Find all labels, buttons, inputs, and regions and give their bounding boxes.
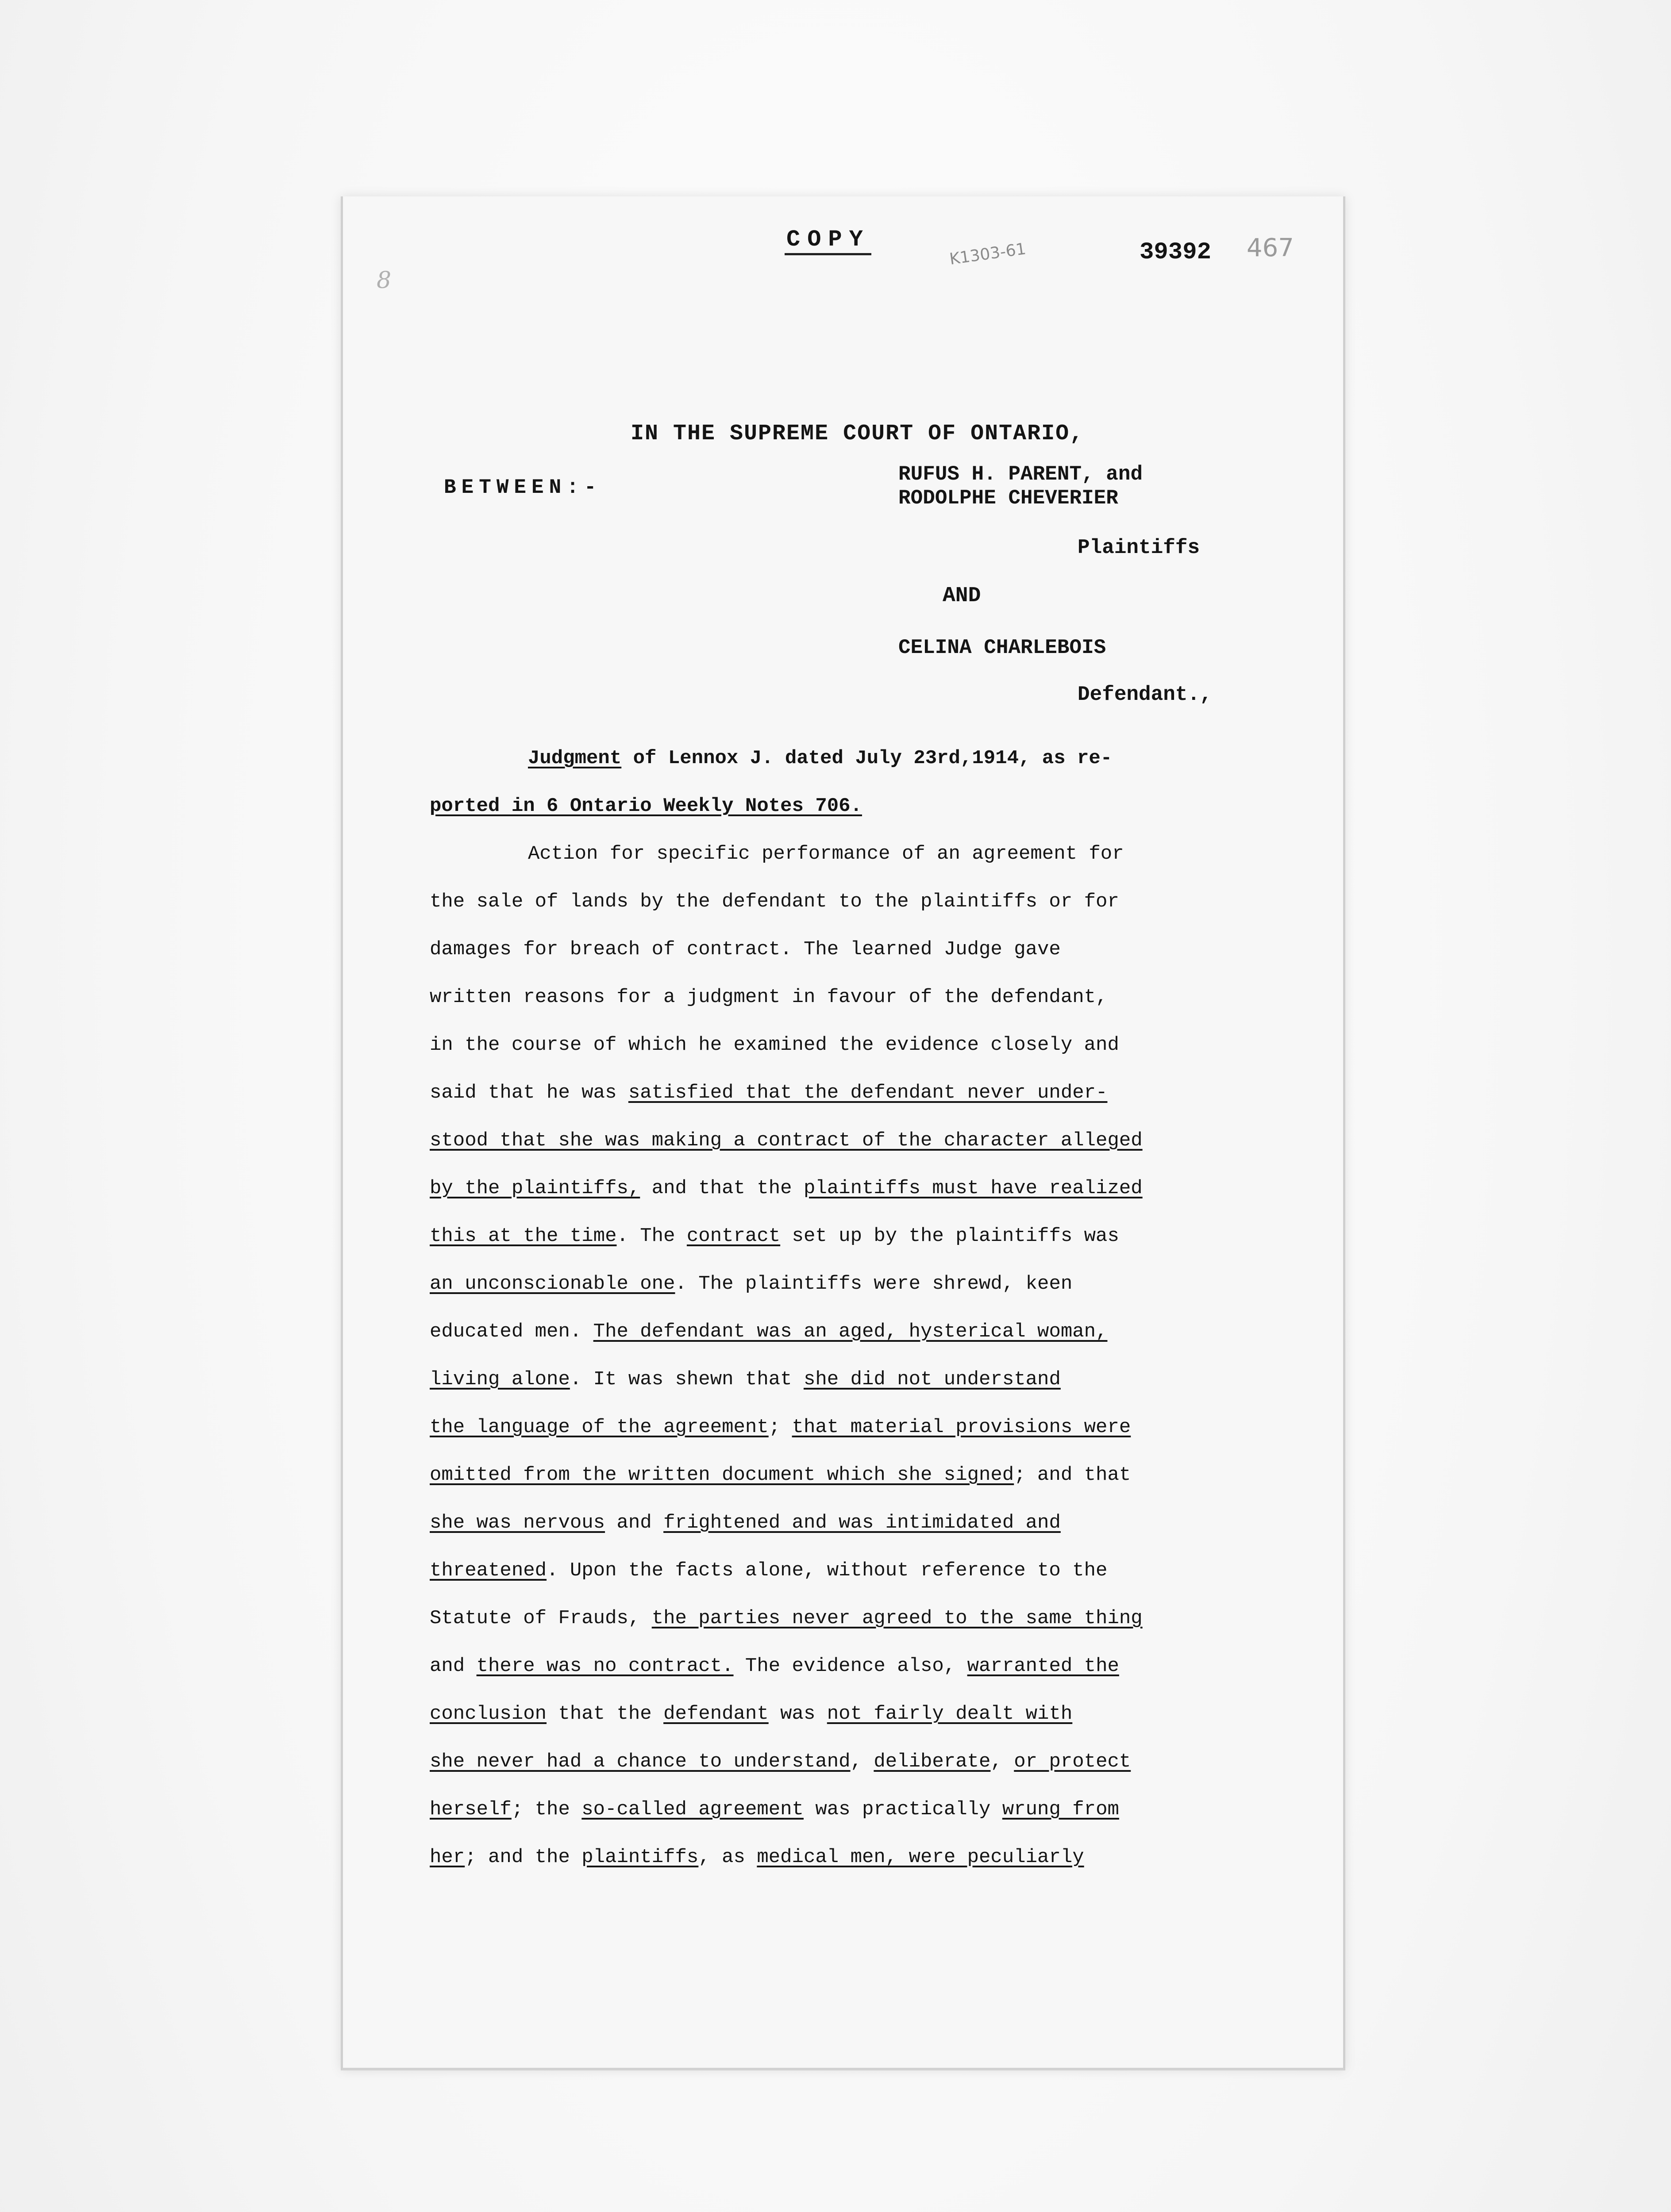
body-line — [430, 734, 1297, 782]
document-number: 39392 — [1140, 239, 1212, 266]
underlined-text: that material provisions were — [792, 1416, 1131, 1438]
underlined-text: deliberate — [874, 1751, 991, 1773]
body-line — [430, 1690, 1297, 1738]
underlined-text: herself — [430, 1798, 512, 1820]
underlined-text: stood that she was making a contract of the character alleged — [430, 1129, 1143, 1152]
underlined-text: threatened — [430, 1559, 547, 1582]
body-line — [430, 1117, 1297, 1164]
body-text: that the — [547, 1703, 664, 1725]
body-text: set up by the plaintiffs was — [780, 1225, 1119, 1247]
body-text: and — [605, 1512, 664, 1534]
body-line: in the course of which he examined the evidence closely and — [430, 1034, 1119, 1056]
body-text: . Upon the facts alone, without reference to the — [547, 1559, 1108, 1582]
body-text: . It was shewn that — [570, 1368, 804, 1390]
underlined-text: living alone — [430, 1368, 570, 1390]
defendant-name: CELINA CHARLEBOIS — [898, 636, 1106, 659]
body-text: and — [430, 1655, 477, 1677]
and-separator: AND — [943, 584, 981, 608]
body-text: . The — [616, 1225, 687, 1247]
underlined-text: she did not understand — [803, 1368, 1061, 1390]
underlined-text: satisfied that the defendant never under- — [628, 1082, 1108, 1104]
body-text: , as — [698, 1846, 757, 1868]
underlined-text: the language of the agreement — [430, 1416, 769, 1438]
body-line — [430, 1547, 1297, 1594]
body-line — [430, 1833, 1297, 1881]
underlined-text: her — [430, 1846, 465, 1868]
body-text: ; the — [511, 1798, 582, 1820]
underlined-text: plaintiffs — [581, 1846, 699, 1868]
defendant-label: Defendant., — [1078, 683, 1212, 706]
underlined-text: The defendant was an aged, hysterical woman, — [593, 1321, 1108, 1343]
body-line — [430, 1786, 1297, 1833]
underlined-text: by the plaintiffs, — [430, 1177, 640, 1199]
copy-heading: COPY — [786, 227, 870, 253]
underlined-text: Judgment — [528, 747, 622, 769]
underlined-text: defendant — [663, 1703, 769, 1725]
underlined-text: ported in 6 Ontario Weekly Notes 706. — [430, 795, 862, 817]
body-text: Statute of Frauds, — [430, 1607, 652, 1629]
body-text: ; and that — [1014, 1464, 1131, 1486]
underlined-text: wrung from — [1002, 1798, 1119, 1820]
body-text: was practically — [803, 1798, 1002, 1820]
copy-underline — [785, 253, 871, 255]
body-line — [430, 1451, 1297, 1499]
underlined-text: she was nervous — [430, 1512, 605, 1534]
handwritten-reference: K1303-61 — [948, 240, 1028, 269]
body-text: ; — [768, 1416, 792, 1438]
body-line: written reasons for a judgment in favour of the defendant, — [430, 986, 1108, 1008]
body-line — [430, 1356, 1297, 1403]
underlined-text: conclusion — [430, 1703, 547, 1725]
body-line — [430, 1499, 1297, 1547]
body-line: Action for specific performance of an agreement for — [528, 843, 1124, 865]
underlined-text: an unconscionable one — [430, 1273, 675, 1295]
underlined-text: the parties never agreed to the same thing — [651, 1607, 1143, 1629]
body-line — [430, 782, 1297, 830]
typed-document-sheet — [341, 196, 1345, 2070]
underlined-text: not fairly dealt with — [827, 1703, 1073, 1725]
body-line: the sale of lands by the defendant to the plaintiffs or for — [430, 891, 1119, 913]
underlined-text: there was no contract. — [476, 1655, 734, 1677]
body-line — [430, 1069, 1297, 1117]
underlined-text: so-called agreement — [581, 1798, 804, 1820]
body-text: , — [990, 1751, 1014, 1773]
plaintiff-line-2: RODOLPHE CHEVERIER — [898, 487, 1118, 510]
underlined-text: frightened and was intimidated and — [663, 1512, 1061, 1534]
body-line — [430, 1308, 1297, 1356]
body-text: said that he was — [430, 1082, 628, 1104]
body-text: and that the — [640, 1177, 804, 1199]
body-text: , — [850, 1751, 874, 1773]
body-line — [430, 1403, 1297, 1451]
body-line: damages for breach of contract. The learned Judge gave — [430, 938, 1061, 960]
body-text: ; and the — [465, 1846, 582, 1868]
margin-mark: 8 — [377, 267, 392, 294]
body-text: educated men. — [430, 1321, 593, 1343]
judgment-summary — [430, 734, 1297, 1881]
body-line — [430, 1594, 1297, 1642]
body-text: The evidence also, — [733, 1655, 967, 1677]
body-line — [430, 1212, 1297, 1260]
underlined-text: omitted from the written document which she signed — [430, 1464, 1014, 1486]
body-line — [430, 1738, 1297, 1786]
body-line — [430, 1642, 1297, 1690]
underlined-text: medical men, were peculiarly — [757, 1846, 1084, 1868]
body-text: of Lennox J. dated July 23rd,1914, as re- — [621, 747, 1113, 769]
underlined-text: or protect — [1014, 1751, 1131, 1773]
between-label: BETWEEN:- — [444, 476, 602, 499]
underlined-text: she never had a chance to understand — [430, 1751, 851, 1773]
body-line — [430, 1260, 1297, 1308]
plaintiffs-label: Plaintiffs — [1078, 536, 1200, 559]
body-text: was — [768, 1703, 827, 1725]
page-number: 467 — [1247, 234, 1294, 262]
underlined-text: plaintiffs must have realized — [803, 1177, 1143, 1199]
body-line — [430, 1164, 1297, 1212]
plaintiff-line-1: RUFUS H. PARENT, and — [898, 463, 1143, 486]
court-heading: IN THE SUPREME COURT OF ONTARIO, — [631, 421, 1084, 446]
underlined-text: warranted the — [967, 1655, 1119, 1677]
underlined-text: contract — [686, 1225, 781, 1247]
body-text: . The plaintiffs were shrewd, keen — [675, 1273, 1073, 1295]
underlined-text: this at the time — [430, 1225, 617, 1247]
